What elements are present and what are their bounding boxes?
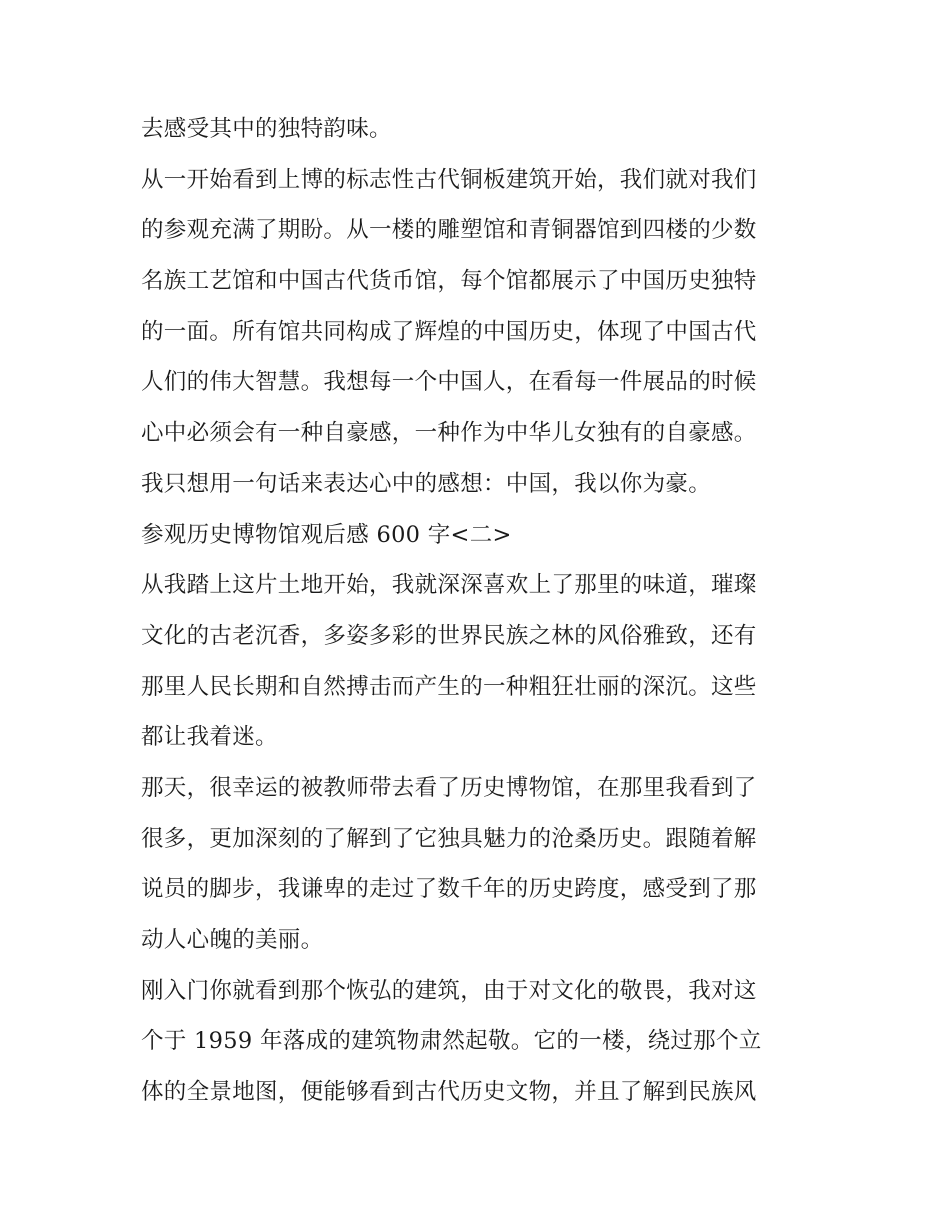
text-line: 文化的古老沉香，多姿多彩的世界民族之林的风俗雅致，还有 xyxy=(141,622,757,649)
text-line: 名族工艺馆和中国古代货币馆，每个馆都展示了中国历史独特 xyxy=(141,268,757,295)
text-line: 那天，很幸运的被教师带去看了历史博物馆，在那里我看到了 xyxy=(141,774,757,801)
text-line: 个于 1959 年落成的建筑物肃然起敬。它的一楼，绕过那个立 xyxy=(141,1028,762,1055)
text-line: 去感受其中的独特韵味。 xyxy=(141,116,392,142)
text-line: 很多，更加深刻的了解到了它独具魅力的沧桑历史。跟随着解 xyxy=(141,825,757,852)
text-line: 动人心魄的美丽。 xyxy=(141,927,324,953)
text-line: 我只想用一句话来表达心中的感想：中国，我以你为豪。 xyxy=(141,470,712,497)
text-line: 心中必须会有一种自豪感，一种作为中华儿女独有的自豪感。 xyxy=(141,420,757,447)
text-line: 都让我着迷。 xyxy=(141,724,278,751)
text-line: 人们的伟大智慧。我想每一个中国人，在看每一件展品的时候 xyxy=(141,369,757,396)
text-line: 说员的脚步，我谦卑的走过了数千年的历史跨度，感受到了那 xyxy=(141,876,757,903)
text-line: 从一开始看到上博的标志性古代铜板建筑开始，我们就对我们 xyxy=(141,166,757,193)
document-body xyxy=(141,104,821,1118)
section-heading: 参观历史博物馆观后感 600 字<二> xyxy=(141,521,512,548)
text-line: 的参观充满了期盼。从一楼的雕塑馆和青铜器馆到四楼的少数 xyxy=(141,217,757,244)
text-line: 那里人民长期和自然搏击而产生的一种粗狂壮丽的深沉。这些 xyxy=(141,673,757,700)
text-line: 从我踏上这片土地开始，我就深深喜欢上了那里的味道，璀璨 xyxy=(141,572,757,599)
text-line: 的一面。所有馆共同构成了辉煌的中国历史，体现了中国古代 xyxy=(141,318,757,345)
text-line: 刚入门你就看到那个恢弘的建筑，由于对文化的敬畏，我对这 xyxy=(141,977,757,1004)
text-line: 体的全景地图，便能够看到古代历史文物，并且了解到民族风 xyxy=(141,1079,757,1106)
